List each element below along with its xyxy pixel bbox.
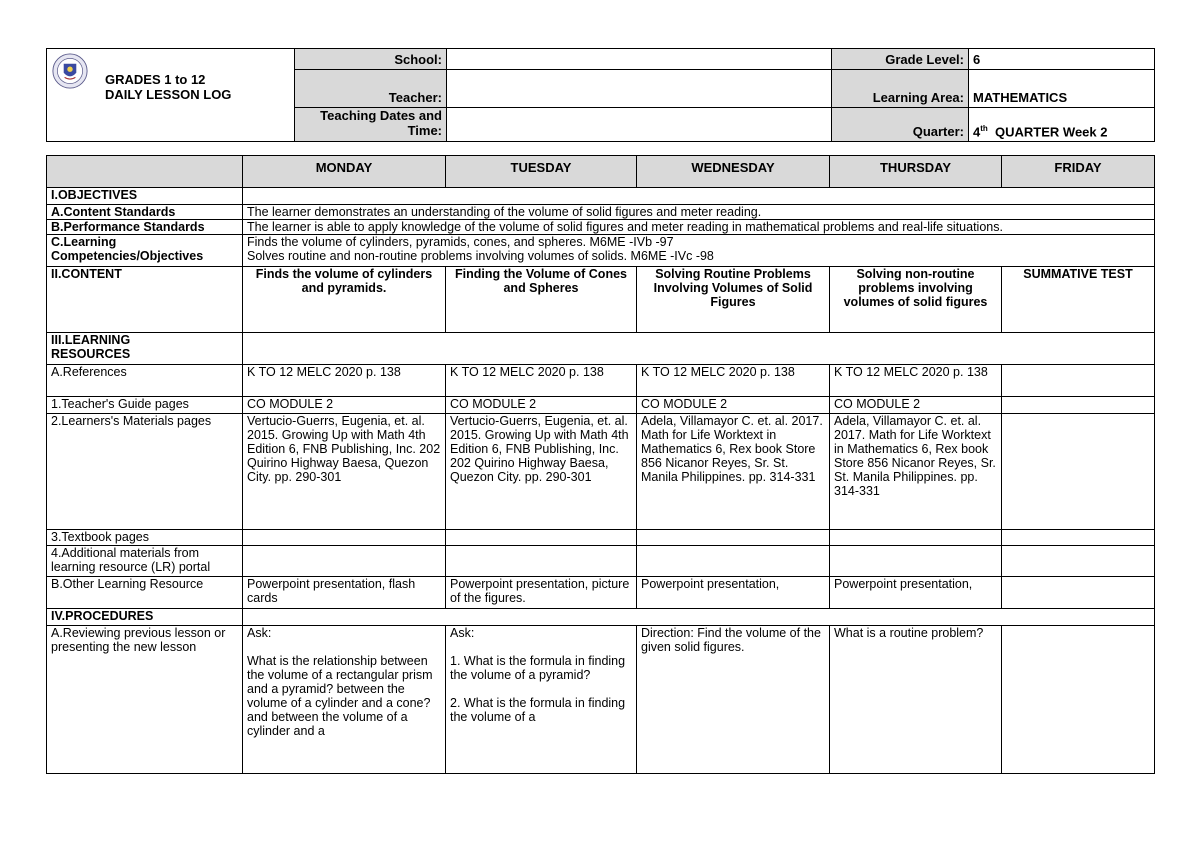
learning-resources-heading	[47, 333, 243, 365]
learning-area-label: Learning Area:	[832, 70, 969, 108]
learners-materials-monday: Vertucio-Guerrs, Eugenia, et. al. 2015. Growing Up with Math 4th Edition 6, FNB Publishing, Inc. 202 Quirino Highway Baesa, Quezon City. pp. 290-301	[243, 414, 446, 530]
teacher-field[interactable]	[447, 70, 832, 108]
teacher-label: Teacher:	[295, 70, 447, 108]
learners-materials-friday	[1002, 414, 1155, 530]
teaching-dates-label	[295, 108, 447, 142]
monday-ask: Ask:	[247, 626, 272, 640]
procedures-heading: IV.PROCEDURES	[47, 609, 243, 626]
teaching-dates-field[interactable]	[447, 108, 832, 142]
tuesday-ask: Ask:	[450, 626, 475, 640]
performance-standards-row	[47, 220, 1155, 235]
additional-materials-friday	[1002, 546, 1155, 577]
references-thursday: K TO 12 MELC 2020 p. 138	[830, 365, 1002, 397]
school-field[interactable]	[447, 49, 832, 70]
day-header-friday: FRIDAY	[1002, 156, 1155, 188]
additional-materials-tuesday	[446, 546, 637, 577]
textbook-friday	[1002, 530, 1155, 546]
additional-materials-thursday	[830, 546, 1002, 577]
learners-materials-wednesday: Adela, Villamayor C. et. al. 2017. Math for Life Worktext in Mathematics 6, Rex book Store 856 Nicanor Reyes, Sr. St. Manila Philippines. pp. 314-331	[637, 414, 830, 530]
learners-materials-label: 2.Learners's Materials pages	[47, 414, 243, 530]
quarter-suffix: th	[980, 123, 988, 133]
day-header-wednesday: WEDNESDAY	[637, 156, 830, 188]
logo-title-cell	[47, 49, 295, 142]
content-standards-text: The learner demonstrates an understanding of the volume of solid figures and meter reading.	[243, 205, 1155, 220]
teachers-guide-monday: CO MODULE 2	[243, 397, 446, 414]
competencies-label-line-2: Competencies/Objectives	[51, 249, 204, 263]
objectives-row	[47, 188, 1155, 205]
reviewing-lesson-label: A.Reviewing previous lesson or presenting the new lesson	[47, 626, 243, 774]
textbook-label: 3.Textbook pages	[47, 530, 243, 546]
textbook-tuesday	[446, 530, 637, 546]
reviewing-lesson-row	[47, 626, 1155, 774]
tuesday-question-1: 1. What is the formula in finding the volume of a pyramid?	[450, 654, 626, 682]
performance-standards-text: The learner is able to apply knowledge of the volume of solid figures and meter reading in mathematical problems and real-life situations.	[243, 220, 1155, 235]
learning-area-field[interactable]: MATHEMATICS	[969, 70, 1155, 108]
tuesday-question-2: 2. What is the formula in finding the volume of a	[450, 696, 626, 724]
other-resources-label: B.Other Learning Resource	[47, 577, 243, 609]
quarter-label: Quarter:	[832, 108, 969, 142]
learning-resources-heading-line-2: RESOURCES	[51, 347, 131, 361]
teachers-guide-label: 1.Teacher's Guide pages	[47, 397, 243, 414]
competency-2: Solves routine and non-routine problems involving volumes of solids. M6ME -IVc -98	[247, 249, 714, 263]
teachers-guide-wednesday: CO MODULE 2	[637, 397, 830, 414]
quarter-field[interactable]	[969, 108, 1155, 142]
other-resources-tuesday: Powerpoint presentation, picture of the figures.	[446, 577, 637, 609]
teachers-guide-row	[47, 397, 1155, 414]
document-title	[105, 72, 231, 102]
day-header-monday: MONDAY	[243, 156, 446, 188]
deped-seal-icon	[52, 53, 88, 89]
day-header-tuesday: TUESDAY	[446, 156, 637, 188]
teachers-guide-thursday: CO MODULE 2	[830, 397, 1002, 414]
content-thursday: Solving non-routine problems involving volumes of solid figures	[830, 267, 1002, 333]
learning-resources-heading-line-1: III.LEARNING	[51, 333, 131, 347]
title-line-2: DAILY LESSON LOG	[105, 87, 232, 102]
teachers-guide-friday	[1002, 397, 1155, 414]
quarter-number: 4	[973, 124, 981, 139]
content-row	[47, 267, 1155, 333]
lesson-log-table	[46, 155, 1155, 774]
additional-materials-wednesday	[637, 546, 830, 577]
reviewing-lesson-monday	[243, 626, 446, 774]
other-resources-row	[47, 577, 1155, 609]
quarter-text: QUARTER Week 2	[995, 124, 1108, 139]
references-label: A.References	[47, 365, 243, 397]
learners-materials-tuesday: Vertucio-Guerrs, Eugenia, et. al. 2015. Growing Up with Math 4th Edition 6, FNB Publishing, Inc. 202 Quirino Highway Baesa, Quezon City. pp. 290-301	[446, 414, 637, 530]
procedures-empty	[243, 609, 1155, 626]
references-friday	[1002, 365, 1155, 397]
teachers-guide-tuesday: CO MODULE 2	[446, 397, 637, 414]
additional-materials-monday	[243, 546, 446, 577]
other-resources-thursday: Powerpoint presentation,	[830, 577, 1002, 609]
header-table	[46, 48, 1155, 142]
content-monday: Finds the volume of cylinders and pyramids.	[243, 267, 446, 333]
content-standards-label: A.Content Standards	[47, 205, 243, 220]
references-monday: K TO 12 MELC 2020 p. 138	[243, 365, 446, 397]
textbook-thursday	[830, 530, 1002, 546]
references-row	[47, 365, 1155, 397]
learners-materials-thursday: Adela, Villamayor C. et. al. 2017. Math for Life Worktext in Mathematics 6, Rex book Store 856 Nicanor Reyes, Sr. St. Manila Philippines. pp. 314-331	[830, 414, 1002, 530]
content-wednesday: Solving Routine Problems Involving Volumes of Solid Figures	[637, 267, 830, 333]
objectives-heading: I.OBJECTIVES	[47, 188, 243, 205]
performance-standards-label: B.Performance Standards	[47, 220, 243, 235]
objectives-empty	[243, 188, 1155, 205]
competencies-row	[47, 235, 1155, 267]
textbook-monday	[243, 530, 446, 546]
additional-materials-label: 4.Additional materials from learning resource (LR) portal	[47, 546, 243, 577]
learners-materials-row	[47, 414, 1155, 530]
textbook-row	[47, 530, 1155, 546]
other-resources-friday	[1002, 577, 1155, 609]
reviewing-lesson-thursday: What is a routine problem?	[830, 626, 1002, 774]
other-resources-wednesday: Powerpoint presentation,	[637, 577, 830, 609]
competency-1: Finds the volume of cylinders, pyramids, cones, and spheres. M6ME -IVb -97	[247, 235, 674, 249]
title-line-1: GRADES 1 to 12	[105, 72, 206, 87]
teaching-dates-label-line-2: Time:	[407, 123, 442, 138]
competencies-label	[47, 235, 243, 267]
day-header-thursday: THURSDAY	[830, 156, 1002, 188]
competencies-label-line-1: C.Learning	[51, 235, 117, 249]
learning-resources-empty	[243, 333, 1155, 365]
grade-level-field[interactable]: 6	[969, 49, 1155, 70]
corner-cell	[47, 156, 243, 188]
competencies-text	[243, 235, 1155, 267]
content-heading: II.CONTENT	[47, 267, 243, 333]
references-wednesday: K TO 12 MELC 2020 p. 138	[637, 365, 830, 397]
references-tuesday: K TO 12 MELC 2020 p. 138	[446, 365, 637, 397]
learning-resources-row	[47, 333, 1155, 365]
other-resources-monday: Powerpoint presentation, flash cards	[243, 577, 446, 609]
reviewing-lesson-tuesday	[446, 626, 637, 774]
procedures-row	[47, 609, 1155, 626]
content-friday: SUMMATIVE TEST	[1002, 267, 1155, 333]
additional-materials-row	[47, 546, 1155, 577]
content-standards-row	[47, 205, 1155, 220]
content-tuesday: Finding the Volume of Cones and Spheres	[446, 267, 637, 333]
reviewing-lesson-wednesday: Direction: Find the volume of the given solid figures.	[637, 626, 830, 774]
textbook-wednesday	[637, 530, 830, 546]
days-header-row	[47, 156, 1155, 188]
school-label: School:	[295, 49, 447, 70]
teaching-dates-label-line-1: Teaching Dates and	[320, 108, 442, 123]
grade-level-label: Grade Level:	[832, 49, 969, 70]
monday-question: What is the relationship between the volume of a rectangular prism and a pyramid? between the volume of a cylinder and a cone? and between the volume of a cylinder and a	[247, 654, 433, 738]
reviewing-lesson-friday	[1002, 626, 1155, 774]
